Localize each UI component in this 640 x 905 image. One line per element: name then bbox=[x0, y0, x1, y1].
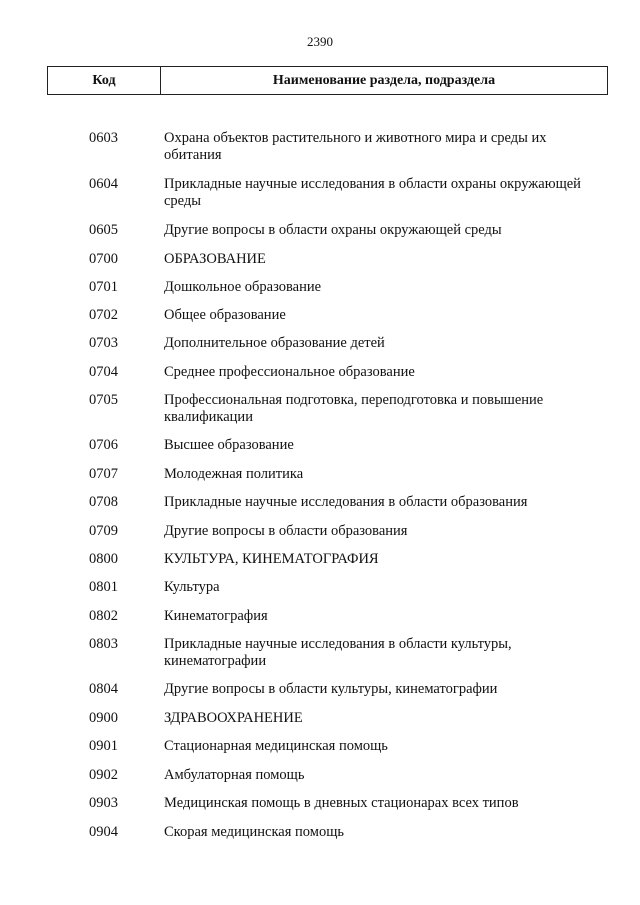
row-code: 0801 bbox=[89, 579, 118, 595]
row-code: 0900 bbox=[89, 710, 118, 726]
table-header bbox=[47, 66, 608, 95]
row-name: Высшее образование bbox=[164, 437, 294, 453]
row-code: 0803 bbox=[89, 636, 118, 652]
row-code: 0804 bbox=[89, 681, 118, 697]
row-code: 0706 bbox=[89, 437, 118, 453]
row-code: 0802 bbox=[89, 608, 118, 624]
row-code: 0800 bbox=[89, 551, 118, 567]
row-name: Общее образование bbox=[164, 307, 286, 323]
row-code: 0709 bbox=[89, 523, 118, 539]
row-code: 0902 bbox=[89, 767, 118, 783]
row-name: Прикладные научные исследования в области охраны окружающей среды bbox=[164, 176, 581, 209]
header-name-column: Наименование раздела, подраздела bbox=[272, 72, 496, 88]
row-name: Другие вопросы в области образования bbox=[164, 523, 408, 539]
row-code: 0705 bbox=[89, 392, 118, 408]
row-name: Амбулаторная помощь bbox=[164, 767, 305, 783]
row-name: Другие вопросы в области охраны окружающей среды bbox=[164, 222, 502, 238]
header-code-column: Код bbox=[48, 67, 161, 94]
row-name: Прикладные научные исследования в области образования bbox=[164, 494, 528, 510]
row-code: 0708 bbox=[89, 494, 118, 510]
row-code: 0700 bbox=[89, 251, 118, 267]
row-code: 0707 bbox=[89, 466, 118, 482]
row-name: Среднее профессиональное образование bbox=[164, 364, 415, 380]
row-code: 0603 bbox=[89, 130, 118, 146]
row-code: 0703 bbox=[89, 335, 118, 351]
row-name: Медицинская помощь в дневных стационарах всех типов bbox=[164, 795, 519, 811]
row-name: Другие вопросы в области культуры, кинематографии bbox=[164, 681, 498, 697]
row-name: Культура bbox=[164, 579, 220, 595]
row-name: КУЛЬТУРА, КИНЕМАТОГРАФИЯ bbox=[164, 551, 379, 567]
row-code: 0901 bbox=[89, 738, 118, 754]
row-name: Дошкольное образование bbox=[164, 279, 322, 295]
row-code: 0702 bbox=[89, 307, 118, 323]
row-name: Охрана объектов растительного и животного мира и среды их обитания bbox=[164, 130, 547, 163]
row-name: Профессиональная подготовка, переподготовка и повышение квалификации bbox=[164, 392, 544, 425]
page-number: 2390 bbox=[307, 34, 333, 49]
row-code: 0904 bbox=[89, 824, 118, 840]
row-name: Кинематография bbox=[164, 608, 268, 624]
row-name: ОБРАЗОВАНИЕ bbox=[164, 251, 266, 267]
row-code: 0604 bbox=[89, 176, 118, 192]
row-name: Скорая медицинская помощь bbox=[164, 824, 344, 840]
row-name: Молодежная политика bbox=[164, 466, 304, 482]
row-code: 0701 bbox=[89, 279, 118, 295]
row-code: 0605 bbox=[89, 222, 118, 238]
row-name: Дополнительное образование детей bbox=[164, 335, 385, 351]
row-code: 0704 bbox=[89, 364, 118, 380]
row-code: 0903 bbox=[89, 795, 118, 811]
row-name: Прикладные научные исследования в области культуры, кинематографии bbox=[164, 636, 512, 669]
row-name: Стационарная медицинская помощь bbox=[164, 738, 388, 754]
row-name: ЗДРАВООХРАНЕНИЕ bbox=[164, 710, 303, 726]
